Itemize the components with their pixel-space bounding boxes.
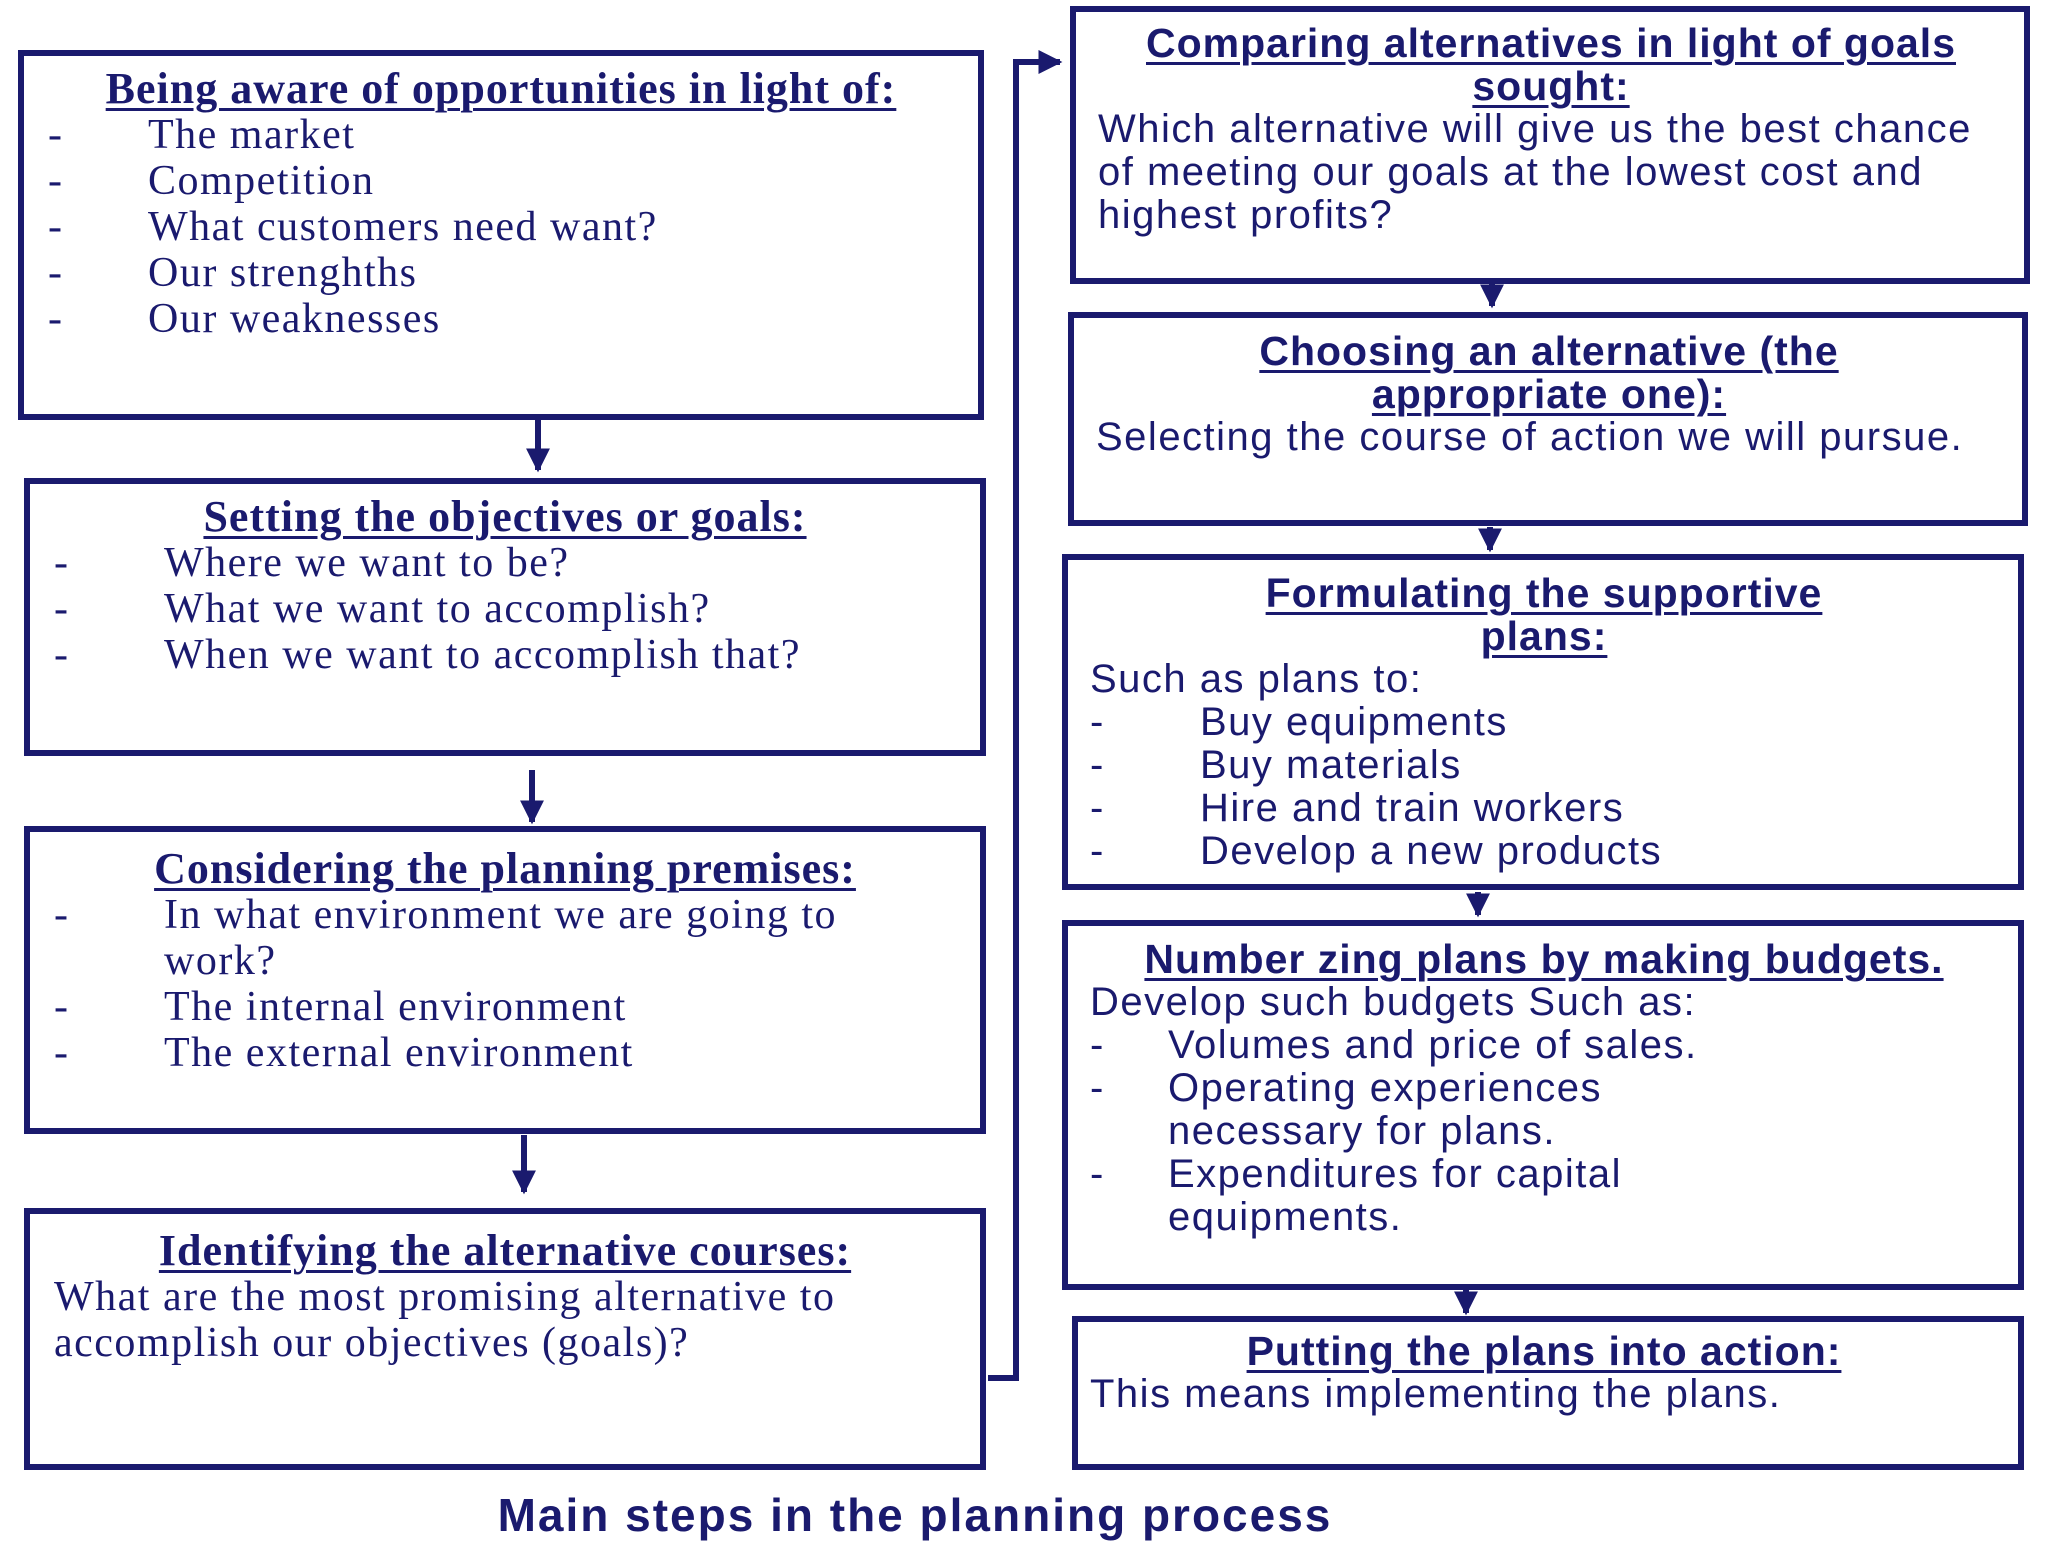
list-item: - Develop a new products: [1090, 829, 1663, 873]
list-item: - Buy materials: [1090, 743, 1462, 787]
step-description: Selecting the course of action we will pursue.: [1096, 415, 1964, 459]
list-item: - Competition: [48, 158, 375, 204]
step-description: Such as plans to:: [1090, 657, 1423, 701]
step-box-plans-into-action: [1072, 1316, 2024, 1470]
step-title: Setting the objectives or goals:: [203, 492, 807, 541]
list-item: - When we want to accomplish that?: [54, 632, 801, 678]
list-item: - Our strenghths: [48, 250, 418, 296]
step-description: This means implementing the plans.: [1090, 1372, 1782, 1416]
list-item: - Our weaknesses: [48, 296, 441, 342]
list-item: - What customers need want?: [48, 204, 658, 250]
step-box-supportive-plans: [1062, 554, 2024, 890]
arrow-step4-to-step5: [988, 62, 1060, 1378]
list-item: - Where we want to be?: [54, 540, 570, 586]
list-item: - Expenditures for capital equipments.: [1090, 1152, 1623, 1239]
list-item: - The internal environment: [54, 984, 627, 1030]
step-title: Formulating the supportive plans:: [1265, 570, 1823, 659]
step-box-budgets: [1062, 920, 2024, 1290]
step-title: Comparing alternatives in light of goals sought:: [1146, 20, 1956, 109]
step-box-aware-of-opportunities: [18, 50, 984, 420]
diagram-caption: Main steps in the planning process: [497, 1489, 1333, 1541]
step-title: Considering the planning premises:: [154, 844, 856, 893]
list-item: - The market: [48, 112, 356, 158]
list-item: - Volumes and price of sales.: [1090, 1023, 1698, 1067]
list-item: - Hire and train workers: [1090, 786, 1625, 830]
step-description: Develop such budgets Such as:: [1090, 980, 1697, 1024]
list-item: - Operating experiences necessary for plans.: [1090, 1066, 1602, 1153]
step-box-planning-premises: [24, 826, 986, 1134]
step-title: Being aware of opportunities in light of:: [105, 64, 897, 113]
step-box-identifying-alternatives: [24, 1208, 986, 1470]
step-description: What are the most promising alternative to accomplish our objectives (goals)?: [54, 1274, 836, 1366]
step-box-choosing-alternative: [1068, 312, 2028, 526]
step-title: Putting the plans into action:: [1246, 1328, 1842, 1374]
list-item: - What we want to accomplish?: [54, 586, 711, 632]
step-box-setting-objectives: [24, 478, 986, 756]
list-item: - In what environment we are going to work?: [54, 892, 837, 984]
step-title: Choosing an alternative (the appropriate one):: [1259, 328, 1839, 417]
step-title: Identifying the alternative courses:: [158, 1226, 852, 1275]
list-item: - Buy equipments: [1090, 700, 1508, 744]
step-title: Number zing plans by making budgets.: [1144, 936, 1944, 982]
step-box-comparing-alternatives: [1070, 6, 2030, 284]
step-description: Which alternative will give us the best chance of meeting our goals at the lowest cost and highest profits?: [1098, 107, 1972, 237]
list-item: - The external environment: [54, 1030, 634, 1076]
